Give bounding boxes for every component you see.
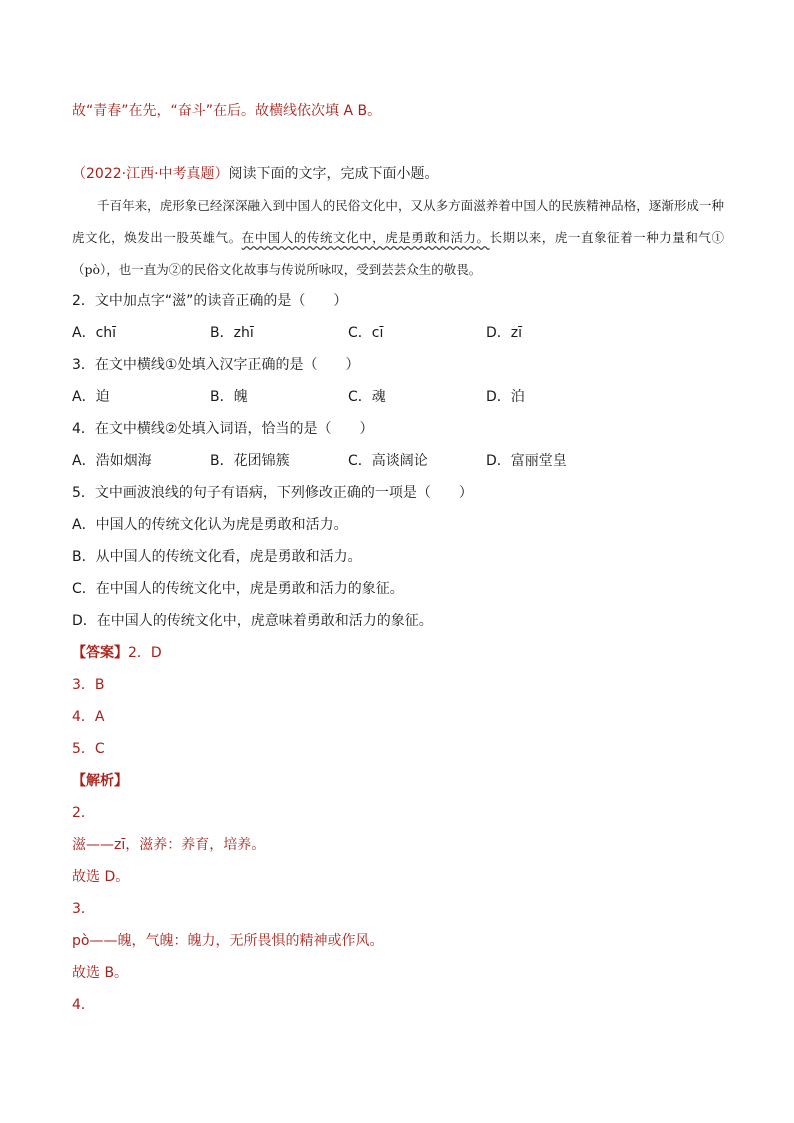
question-3-stem: 3．在文中横线①处填入汉字正确的是（ ） bbox=[72, 357, 360, 373]
q3-option-b: B．魄 bbox=[210, 389, 248, 405]
analysis-3-number: 3． bbox=[72, 901, 95, 917]
q3-option-d: D．泊 bbox=[486, 389, 525, 405]
q4-option-d: D．富丽堂皇 bbox=[486, 453, 567, 469]
q2-option-c: C．cī bbox=[348, 325, 384, 341]
q3-option-c: C．魂 bbox=[348, 389, 386, 405]
q2-option-b: B．zhī bbox=[210, 325, 254, 341]
answer-5: 5．C bbox=[72, 741, 105, 757]
analysis-4-number: 4． bbox=[72, 997, 95, 1013]
analysis-3-conclusion: 故选 B。 bbox=[72, 965, 129, 981]
q3-option-a: A．迫 bbox=[72, 389, 110, 405]
q4-option-a: A．浩如烟海 bbox=[72, 453, 152, 469]
reading-passage bbox=[72, 190, 724, 286]
previous-conclusion: 故“青春”在先，“奋斗”在后。故横线依次填 A B。 bbox=[72, 103, 382, 119]
instruction: 阅读下面的文字，完成下面小题。 bbox=[228, 166, 439, 182]
analysis-2-number: 2． bbox=[72, 805, 95, 821]
analysis-2-conclusion: 故选 D。 bbox=[72, 869, 130, 885]
answer-2: 2．D bbox=[128, 645, 162, 661]
analysis-2-text: 滋——zī，滋养：养育，培养。 bbox=[72, 837, 266, 853]
analysis-3-text: pò——魄，气魄：魄力，无所畏惧的精神或作风。 bbox=[72, 933, 384, 949]
passage-part-1: 千百年来，虎形象已经深深融入到中国人的民俗文化中，又从多方面滋养着中国人的民族精神品格，逐渐形成一种虎文化，焕发出一股英雄气。 bbox=[72, 198, 724, 245]
answer-4: 4．A bbox=[72, 709, 105, 725]
answer-line bbox=[72, 643, 162, 663]
passage-part-2: 长期以来，虎一直象征着一种力量和气①（pò），也一直为②的民俗文化故事与传说所咏叹，受到芸芸众生的敬畏。 bbox=[72, 230, 724, 277]
answer-3: 3．B bbox=[72, 677, 105, 693]
q4-option-b: B．花团锦簇 bbox=[210, 453, 290, 469]
q2-option-a: A．chī bbox=[72, 325, 117, 341]
question-4-stem: 4．在文中横线②处填入词语，恰当的是（ ） bbox=[72, 421, 374, 437]
answer-label: 【答案】 bbox=[72, 645, 128, 661]
source-tag: （2022·江西·中考真题） bbox=[72, 166, 229, 182]
q5-option-d: D．在中国人的传统文化中，虎意味着勇敢和活力的象征。 bbox=[72, 613, 433, 629]
q5-option-b: B．从中国人的传统文化看，虎是勇敢和活力。 bbox=[72, 549, 362, 565]
q5-option-a: A．中国人的传统文化认为虎是勇敢和活力。 bbox=[72, 517, 348, 533]
wavy-underlined-sentence: 在中国人的传统文化中，虎是勇敢和活力。 bbox=[241, 230, 490, 245]
analysis-label: 【解析】 bbox=[72, 773, 128, 789]
q5-option-c: C．在中国人的传统文化中，虎是勇敢和活力的象征。 bbox=[72, 581, 404, 597]
q2-option-d: D．zī bbox=[486, 325, 523, 341]
question-5-stem: 5．文中画波浪线的句子有语病，下列修改正确的一项是（ ） bbox=[72, 485, 473, 501]
question-2-stem: 2．文中加点字“滋”的读音正确的是（ ） bbox=[72, 293, 348, 309]
question-header bbox=[72, 164, 439, 184]
q4-option-c: C．高谈阔论 bbox=[348, 453, 428, 469]
